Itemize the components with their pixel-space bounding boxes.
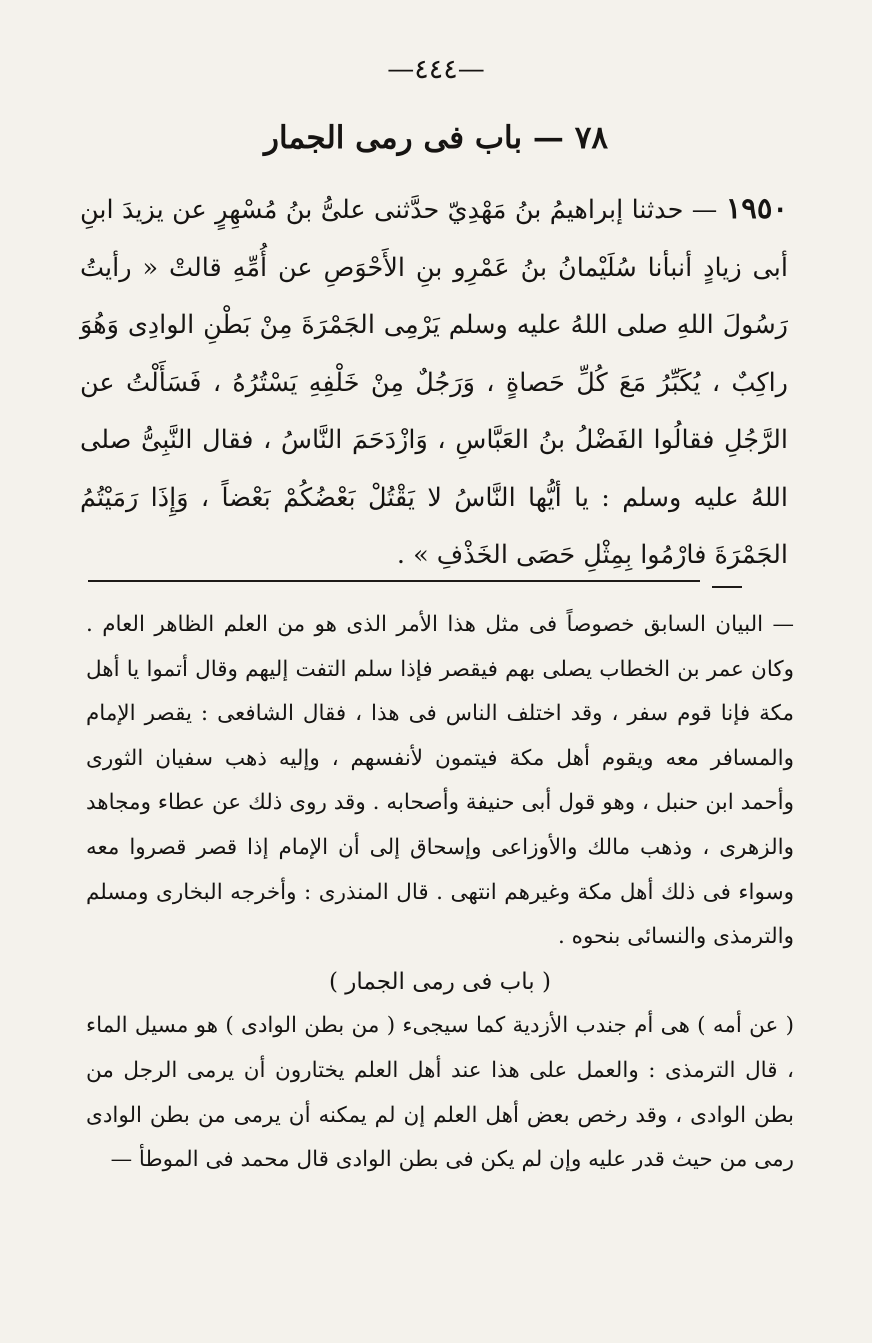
hadith-number: ١٩٥٠ (725, 191, 788, 225)
hadith-text-block (80, 180, 788, 585)
footnote-divider (88, 580, 700, 582)
page-number: —٤٤٤— (387, 54, 485, 85)
footnote-divider-short (712, 586, 742, 588)
hadith-body: — حدثنا إبراهيمُ بنُ مَهْدِيّ حدَّثنى علىُّ بنُ مُسْهِرٍ عن يزيدَ ابنِ أبى زيادٍ أنبأنا سُلَيْمانُ بنُ عَمْرِو بنِ الأَحْوَصِ عن أُمِّهِ قالتْ « رأيتُ رَسُولَ اللهِ صلى اللهُ عليه وسلم يَرْمِى الجَمْرَةَ مِنْ بَطْنِ الوادِى وَهُوَ راكِبٌ ، يُكَبِّرُ مَعَ كُلِّ حَصاةٍ ، وَرَجُلٌ مِنْ خَلْفِهِ يَسْتُرُهُ ، فَسَأَلْتُ عن الرَّجُلِ فقالُوا الفَضْلُ بنُ العَبَّاسِ ، وَازْدَحَمَ النَّاسُ ، فقال النَّبِىُّ صلى اللهُ عليه وسلم : يا أيُّها النَّاسُ لا يَقْتُلْ بَعْضُكُمْ بَعْضاً ، وَإِذَا رَمَيْتُمُ الجَمْرَةَ فارْمُوا بِمِثْلِ حَصَى الخَذْفِ » . (80, 195, 788, 570)
commentary-paragraph-2: ( عن أمه ) هى أم جندب الأزدية كما سيجىء ( من بطن الوادى ) هو مسيل الماء ، قال الترمذى : والعمل على هذا عند أهل العلم يختارون أن يرمى الرجل من بطن الوادى ، وقد رخص بعض أهل العلم إن لم يمكنه أن يرمى من بطن الوادى رمى من حيث قدر عليه وإن لم يكن فى بطن الوادى قال محمد فى الموطأ — (86, 1013, 794, 1173)
chapter-title: ٧٨ — باب فى رمى الجمار (263, 120, 608, 156)
commentary-block (86, 603, 794, 1183)
commentary-section-heading: ( باب فى رمى الجمار ) (329, 968, 551, 995)
commentary-paragraph-1: — البيان السابق خصوصاً فى مثل هذا الأمر الذى هو من العلم الظاهر العام . وكان عمر بن الخطاب يصلى بهم فيقصر فإذا سلم التفت إليهم وقال أتموا يا أهل مكة فإنا قوم سفر ، وقد اختلف الناس فى هذا ، فقال الشافعى : يقصر الإمام والمسافر معه ويقوم أهل مكة فيتمون لأنفسهم ، وإليه ذهب سفيان الثورى وأحمد ابن حنبل ، وهو قول أبى حنيفة وأصحابه . وقد روى ذلك عن عطاء ومجاهد والزهرى ، وذهب مالك والأوزاعى وإسحاق إلى أن الإمام إذا قصر قصروا معه وسواء فى ذلك أهل مكة وغيرهم انتهى . قال المنذرى : وأخرجه البخارى ومسلم والترمذى والنسائى بنحوه . (86, 612, 794, 950)
